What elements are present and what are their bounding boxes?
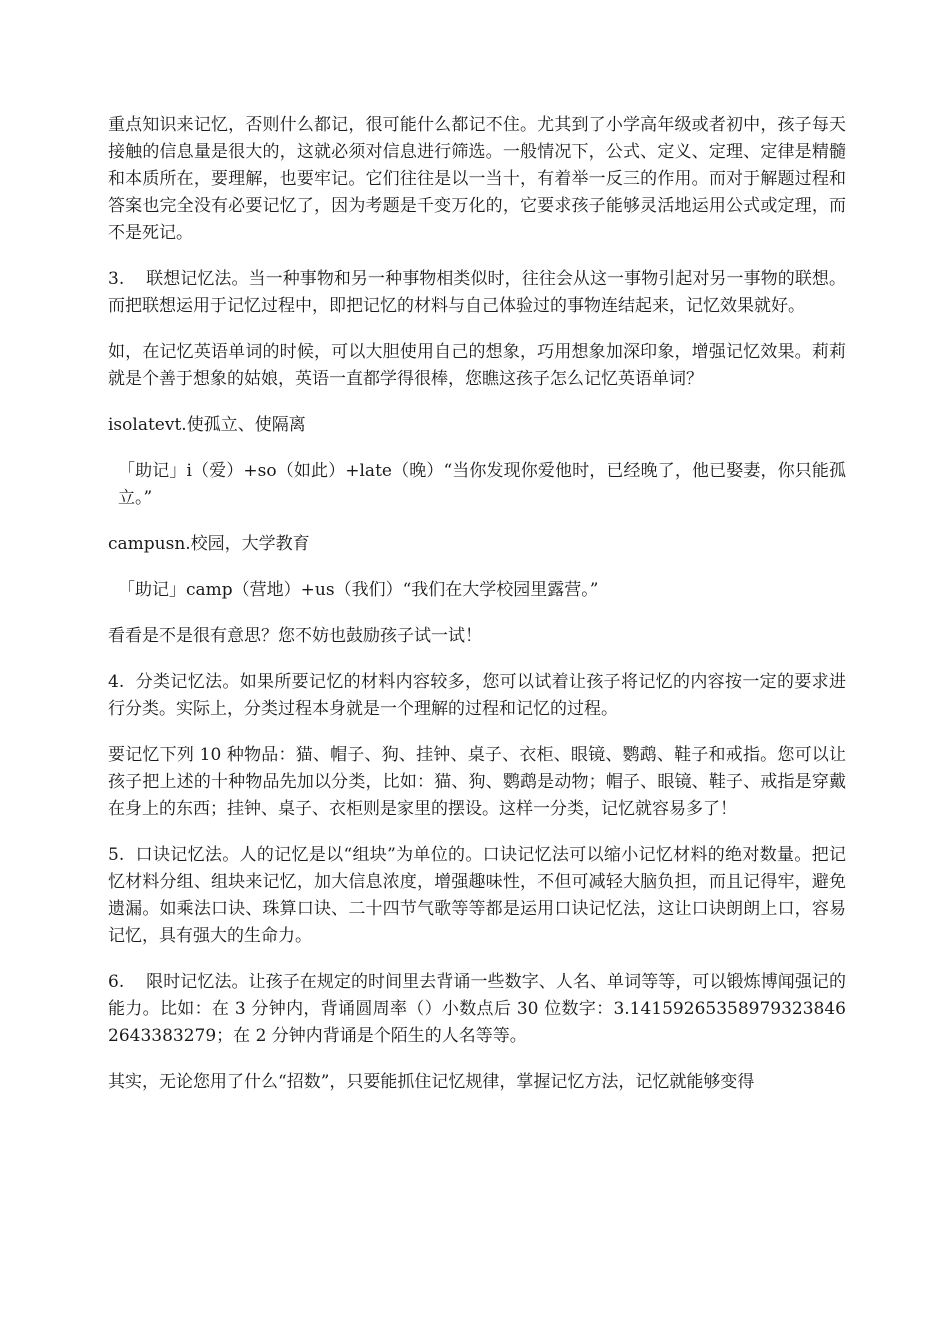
paragraph-key-knowledge: 重点知识来记忆，否则什么都记，很可能什么都记不住。尤其到了小学高年级或者初中，孩子每天接触的信息量是很大的，这就必须对信息进行筛选。一般情况下，公式、定义、定理、定律是精髓和本质所在，要理解，也要牢记。它们往往是以一当十，有着举一反三的作用。而对于解题过程和答案也完全没有必要记忆了，因为考题是千变万化的，它要求孩子能够灵活地运用公式或定理，而不是死记。 [108, 115, 846, 243]
paragraph-classification-method: 4. 分类记忆法。如果所要记忆的材料内容较多，您可以试着让孩子将记忆的内容按一定的要求进行分类。实际上，分类过程本身就是一个理解的过程和记忆的过程。 [108, 672, 846, 719]
paragraph-conclusion: 其实，无论您用了什么“招数”，只要能抓住记忆规律，掌握记忆方法，记忆就能够变得 [108, 1072, 755, 1092]
paragraph-word-isolate: isolatevt.使孤立、使隔离 [108, 415, 306, 435]
paragraph-classification-example: 要记忆下列 10 种物品：猫、帽子、狗、挂钟、桌子、衣柜、眼镜、鹦鹉、鞋子和戒指。您可以让孩子把上述的十种物品先加以分类，比如：猫、狗、鹦鹉是动物；帽子、眼镜、鞋子、戒指是穿戴在身上的东西；挂钟、桌子、衣柜则是家里的摆设。这样一分类，记忆就容易多了！ [108, 745, 846, 819]
paragraph-english-words-example: 如，在记忆英语单词的时候，可以大胆使用自己的想象，巧用想象加深印象，增强记忆效果。莉莉就是个善于想象的姑娘，英语一直都学得很棒，您瞧这孩子怎么记忆英语单词？ [108, 342, 846, 389]
paragraph-mnemonic-isolate: 「助记」i（爱）+so（如此）+late（晚）“当你发现你爱他时，已经晚了，他已娶妻，你只能孤立。” [118, 461, 846, 508]
paragraph-mnemonic-campus: 「助记」camp（营地）+us（我们）“我们在大学校园里露营。” [118, 580, 599, 600]
paragraph-timed-method: 6. 限时记忆法。让孩子在规定的时间里去背诵一些数字、人名、单词等等，可以锻炼博闻强记的能力。比如：在 3 分钟内，背诵圆周率（）小数点后 30 位数字：3.14159265358979323846264338327​9；在 2 分钟内背诵是个陌生的人名等等。 [108, 972, 846, 1046]
paragraph-rhyme-method: 5. 口诀记忆法。人的记忆是以“组块”为单位的。口诀记忆法可以缩小记忆材料的绝对数量。把记忆材料分组、组块来记忆，加大信息浓度，增强趣味性，不但可减轻大脑负担，而且记得牢，避免遗漏。如乘法口诀、珠算口诀、二十四节气歌等等都是运用口诀记忆法，这让口诀朗朗上口，容易记忆，具有强大的生命力。 [108, 845, 846, 946]
paragraph-word-campus: campusn.校园，大学教育 [108, 534, 310, 554]
paragraph-try-it: 看看是不是很有意思？您不妨也鼓励孩子试一试！ [108, 626, 482, 646]
paragraph-association-method: 3. 联想记忆法。当一种事物和另一种事物相类似时，往往会从这一事物引起对另一事物的联想。而把联想运用于记忆过程中，即把记忆的材料与自己体验过的事物连结起来，记忆效果就好。 [108, 269, 846, 316]
document-page [108, 112, 846, 1115]
